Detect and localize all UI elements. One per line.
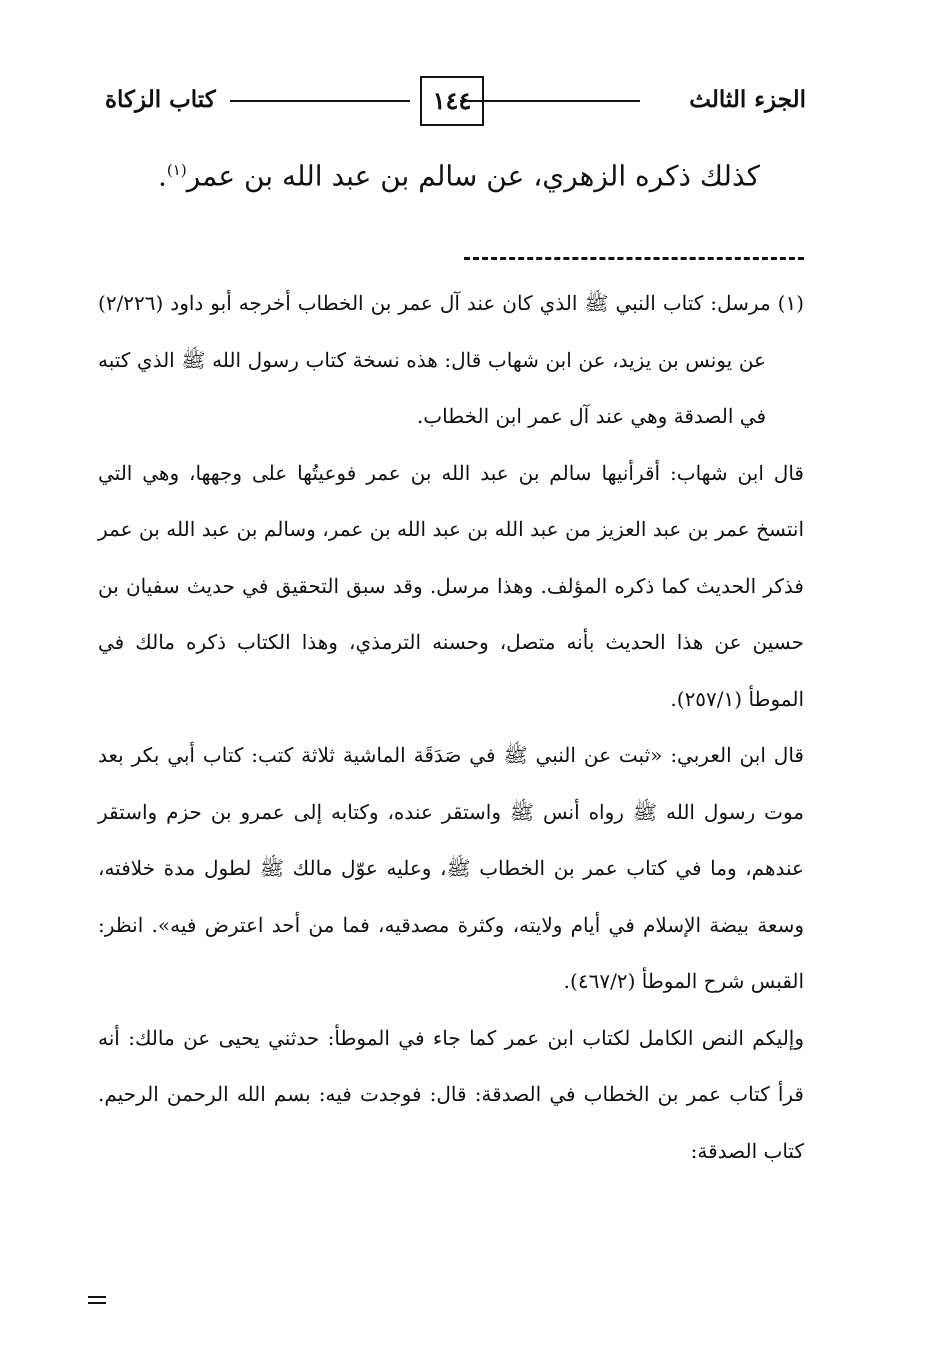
main-text-end: . (158, 159, 167, 193)
footnote-paragraph: قال ابن العربي: «ثبت عن النبي ﷺ في صَدَقَة الماشية ثلاثة كتب: كتاب أبي بكر بعد موت رسول الله ﷺ رواه أنس ﷺ واستقر عنده، وكتابه إلى عمرو بن حزم واستقر عندهم، وما في كتاب عمر بن الخطاب ﷺ، وعليه عوّل مالك ﷺ لطول مدة خلافته، وسعة بيضة الإسلام في أيام ولايته، وكثرة مصدقيه، فما من أحد اعترض فيه». انظر: القبس شرح الموطأ (٤٦٧/٢). (98, 743, 804, 993)
main-text-line (158, 145, 760, 201)
header-rule-right (460, 100, 640, 102)
footnotes (98, 275, 804, 1179)
footnote-paragraph: قال ابن شهاب: أقرأنيها سالم بن عبد الله بن عمر فوعيتُها على وجهها، وهي التي انتسخ عمر بن عبد العزيز من عبد الله بن عبد الله بن عمر، وسالم بن عبد الله بن عمر فذكر الحديث كما ذكره المؤلف. وهذا مرسل. وقد سبق التحقيق في حديث سفيان بن حسين عن هذا الحديث بأنه متصل، وحسنه الترمذي، وهذا الكتاب ذكره مالك في الموطأ (٢٥٧/١). (98, 460, 804, 711)
footnote-paragraph (98, 275, 804, 445)
main-text: كذلك ذكره الزهري، عن سالم بن عبد الله بن عمر (186, 159, 760, 193)
footnote-reference: (١) (166, 161, 187, 179)
footnote-text: مرسل: كتاب النبي ﷺ الذي كان عند آل عمر بن الخطاب أخرجه أبو داود (٢/٢٢٦) عن يونس بن يزيد، عن ابن شهاب قال: هذه نسخة كتاب رسول الله ﷺ الذي كتبه في الصدقة وهي عند آل عمر ابن الخطاب. (98, 291, 771, 428)
header-rule-left (230, 100, 410, 102)
footnote-separator (464, 257, 804, 260)
chapter-title: كتاب الزكاة (105, 86, 216, 113)
continuation-mark (88, 1296, 106, 1304)
page-number: ١٤٤ (420, 76, 484, 126)
footnote-paragraph: وإليكم النص الكامل لكتاب ابن عمر كما جاء في الموطأ: حدثني يحيى عن مالك: أنه قرأ كتاب عمر بن الخطاب في الصدقة: قال: فوجدت فيه: بسم الله الرحمن الرحيم. كتاب الصدقة: (98, 1025, 804, 1163)
volume-title: الجزء الثالث (689, 86, 806, 113)
footnote-marker: (١) (777, 291, 804, 315)
